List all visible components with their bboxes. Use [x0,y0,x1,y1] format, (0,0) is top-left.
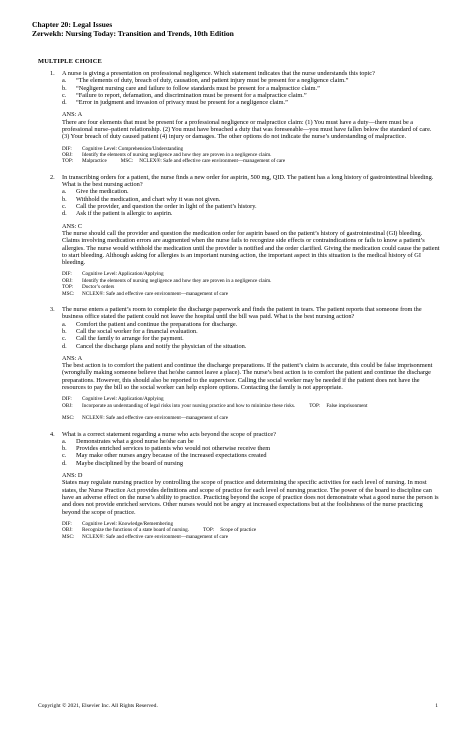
rationale-text: States may regulate nursing practice by controlling the scope of practice and determining the specific activities for each level of nursing. In most states, the Nurse Practice Act provides definitions and scope of practice for each level of nursing practice. The power of the board to discipline can have an adverse effect on the nurse’s ability to practice. Practicing beyond the scope of practice does not demonstrate what a good nurse the person is and does not provide enriched services. Other nurses would not be angry at increased expectations but at the foolishness of the nurse practicing beyond the scope of practice. [62,479,439,516]
metadata-key: OBJ: [62,402,73,409]
question-stem: A nurse is giving a presentation on professional negligence. Which statement indicates that the nurse understands this topic? [62,70,375,77]
metadata-value: Incorporate an understanding of legal risks into your nursing practice and how to minimize these risks. [82,402,296,409]
metadata-row [62,158,440,164]
option-text: Comfort the patient and continue the preparations for discharge. [76,320,238,328]
metadata-key: MSC: [120,158,134,165]
copyright-text: Copyright © 2021, Elsevier Inc. All Rights Reserved. [38,703,158,709]
answer-option [62,335,440,342]
question-block [50,306,440,422]
option-letter: a. [62,320,67,328]
document-header [32,20,452,38]
rationale-text: The best action is to comfort the patient and continue the discharge preparations. If the patient’s claim is accurate, this could be false imprisonment (wrongfully making someone believe that he/she cannot leave a place). The nurse’s best action is to comfort the patient and continue the discharge preparations. However, this should also be reported to the supervisor. Calling the social worker may be needed if the patient does not have the resources to pay the bill so the social worker can help explore options. Contacting the family is not appropriate. [62,362,433,392]
option-text: Withhold the medication, and chart why it was not given. [76,195,221,203]
option-text: “Failure to report, defamation, and discrimination must be present for a malpractice claim.” [76,91,307,99]
metadata-value: NCLEX®: Safe and effective care environment—management of care [139,158,286,165]
option-text: Call the provider, and question the order in light of the patient’s history. [76,203,257,211]
metadata-value: Identify the elements of nursing negligence and how they are proven in a negligence claim. [82,152,272,159]
answer-option [62,438,440,445]
metadata-row [62,403,440,409]
page-number: 1 [435,703,438,709]
metadata-key: TOP: [62,158,74,165]
option-text: Cancel the discharge plans and notify the physician of the situation. [76,342,247,350]
question-metadata [62,521,440,540]
answer-option [62,99,440,106]
option-letter: c. [62,335,67,343]
metadata-key: OBJ: [62,527,73,534]
option-letter: c. [62,452,67,460]
rationale-text: The nurse should call the provider and question the medication order for aspirin based on the patient’s history of gastrointestinal (GI) bleeding. Claims involving medication errors are augmented when the nurse fails to recognize side effects or contraindications or fails to know a patient’s allergies. The nurse would withhold the medication until the provider is notified and the order clarified. Giving the medication could cause the patient to start bleeding. Although asking for allergies is an important nursing action, the important aspect in this situation is the medical history of GI bleeding. [62,229,440,267]
metadata-key: TOP: [309,402,321,409]
metadata-key: DIF: [62,271,72,278]
option-text: Give the medication. [76,188,129,196]
option-letter: b. [62,84,67,92]
answer-option [62,77,440,84]
answer-key: ANS: D [62,472,83,480]
question-stem: What is a correct statement regarding a nurse who acts beyond the scope of practice? [62,430,277,438]
metadata-key: OBJ: [62,277,73,284]
answer-key: ANS: A [62,111,83,119]
question-block [50,70,440,165]
option-letter: b. [62,195,67,203]
answer-option [62,196,440,203]
answer-option [62,210,440,217]
question-number: 2. [50,173,55,181]
answer-option [62,203,440,210]
metadata-value: NCLEX®: Safe and effective care environment—management of care [82,533,229,540]
question-metadata [62,271,440,297]
metadata-value: Cognitive Level: Application/Applying [82,396,164,403]
metadata-value: NCLEX®: Safe and effective care environment—management of care [82,290,229,297]
option-letter: d. [62,459,67,467]
option-text: May make other nurses angry because of the increased expectations created [76,452,267,460]
metadata-row [62,291,440,297]
questions-list [50,70,440,549]
metadata-key: MSC: [62,533,75,540]
metadata-value: NCLEX®: Safe and effective care environment—management of care [82,415,229,422]
question-block [50,173,440,297]
metadata-value: Identify the elements of nursing negligence and how they are proven in a negligence claim. [82,277,272,284]
answer-option [62,343,440,350]
option-text: Call the family to arrange for the payment. [76,335,184,343]
option-text: Ask if the patient is allergic to aspirin. [76,210,173,218]
option-letter: a. [62,77,67,85]
question-number: 3. [50,306,55,314]
book-title: Zerwekh: Nursing Today: Transition and Trends, 10th Edition [32,29,234,39]
question-number: 4. [50,430,55,438]
metadata-value: Scope of practice [220,527,257,534]
answer-option [62,452,440,459]
question-stem: The nurse enters a patient’s room to complete the discharge paperwork and finds the patient in tears. The patient reports that someone from the business office stated the patient could not leave the hospital until the bill was paid. What is the best nursing action? [62,306,422,321]
section-title: MULTIPLE CHOICE [38,58,103,65]
option-text: Demonstrates what a good nurse he/she can be [76,437,194,445]
metadata-key: DIF: [62,520,72,527]
option-text: “The elements of duty, breach of duty, causation, and patient injury must be present for a negligence claim.” [76,77,349,85]
option-text: “Error in judgment and invasion of privacy must be present for a negligence claim.” [76,99,288,107]
metadata-value: Recognize the functions of a state board of nursing. [82,527,190,534]
chapter-title: Chapter 20: Legal Issues [32,20,113,29]
option-letter: a. [62,437,67,445]
answer-option [62,321,440,328]
metadata-value: Cognitive Level: Knowledge/Remembering [82,520,174,527]
answer-key: ANS: C [62,222,83,230]
option-letter: d. [62,210,67,218]
option-text: “Negligent nursing care and failure to follow standards must be present for a malpractice claim.” [76,84,320,92]
metadata-value: False imprisonment [326,402,368,409]
option-letter: d. [62,99,67,107]
metadata-key: MSC: [62,415,75,422]
option-letter: a. [62,188,67,196]
answer-option [62,188,440,195]
option-letter: b. [62,445,67,453]
option-text: Maybe disciplined by the board of nursing [76,459,184,467]
metadata-key: OBJ: [62,152,73,159]
metadata-key: DIF: [62,396,72,403]
question-block [50,430,440,540]
option-text: Call the social worker for a financial evaluation. [76,327,198,335]
question-number: 1. [50,70,55,77]
option-letter: c. [62,91,67,99]
question-metadata [62,146,440,165]
metadata-value: Doctor’s orders [82,284,115,291]
metadata-key: TOP: [203,527,215,534]
metadata-key: DIF: [62,145,72,152]
answer-option [62,92,440,99]
metadata-key: TOP: [62,284,74,291]
option-letter: b. [62,327,67,335]
metadata-value: Cognitive Level: Comprehension/Understanding [82,145,184,152]
metadata-value: Cognitive Level: Application/Applying [82,271,164,278]
metadata-row [62,534,440,540]
metadata-value: Malpractice [82,158,107,165]
answer-option [62,445,440,452]
option-letter: c. [62,203,67,211]
answer-option [62,85,440,92]
page-footer [38,703,438,709]
option-text: Provides enriched services to patients who would not otherwise receive them [76,445,271,453]
answer-key: ANS: A [62,354,83,362]
answer-option [62,328,440,335]
rationale-text: There are four elements that must be present for a professional negligence or malpractice claim: (1) You must have a duty—there must be a professional nurse–patient relationship. (2) You must have breached a duty that was foreseeable—you must have fallen below the standard of care. (3) Your breach of duty caused patient (4) injury or damages. The other options do not indicate the nurse’s understanding of malpractice. [62,118,432,141]
question-metadata [62,396,440,421]
metadata-key: MSC: [62,290,75,297]
option-letter: d. [62,342,67,350]
metadata-row [62,415,440,421]
answer-option [62,460,440,467]
question-stem: In transcribing orders for a patient, the nurse finds a new order for aspirin, 500 mg, QID. The patient has a long history of gastrointestinal bleeding. What is the best nursing action? [62,173,434,189]
